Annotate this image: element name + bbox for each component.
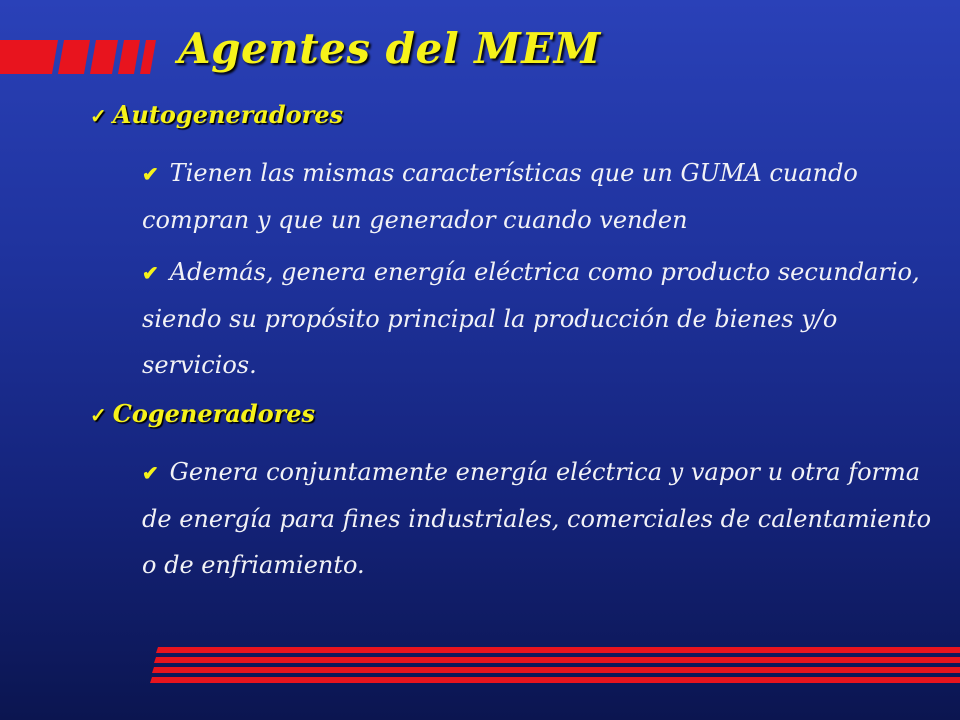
bullet-text: Además, genera energía eléctrica como producto secundario, siendo su propósito principal la producción de bienes y/o servicios. xyxy=(142,258,920,379)
bullet-item xyxy=(142,150,952,243)
checkmark-icon: ✓ xyxy=(90,403,107,427)
bullet-item xyxy=(142,449,952,588)
checkmark-icon: ✓ xyxy=(90,104,107,128)
chevron-check-icon: ✔ xyxy=(142,461,159,485)
bullet-item xyxy=(142,249,952,388)
decorative-red-stripes-top xyxy=(0,38,160,76)
chevron-check-icon: ✔ xyxy=(142,162,159,186)
chevron-check-icon: ✔ xyxy=(142,261,159,285)
bullet-text: Tienen las mismas características que un GUMA cuando compran y que un generador cuando venden xyxy=(142,159,858,234)
section-heading-autogeneradores: ✓ Autogeneradores xyxy=(90,100,344,129)
slide-title: Agentes del MEM xyxy=(178,24,601,73)
bullet-text: Genera conjuntamente energía eléctrica y vapor u otra forma de energía para fines industriales, comerciales de calentamiento o de enfriamiento. xyxy=(142,458,932,579)
decorative-red-stripes-bottom xyxy=(150,645,960,685)
section-heading-cogeneradores: ✓ Cogeneradores xyxy=(90,399,316,428)
